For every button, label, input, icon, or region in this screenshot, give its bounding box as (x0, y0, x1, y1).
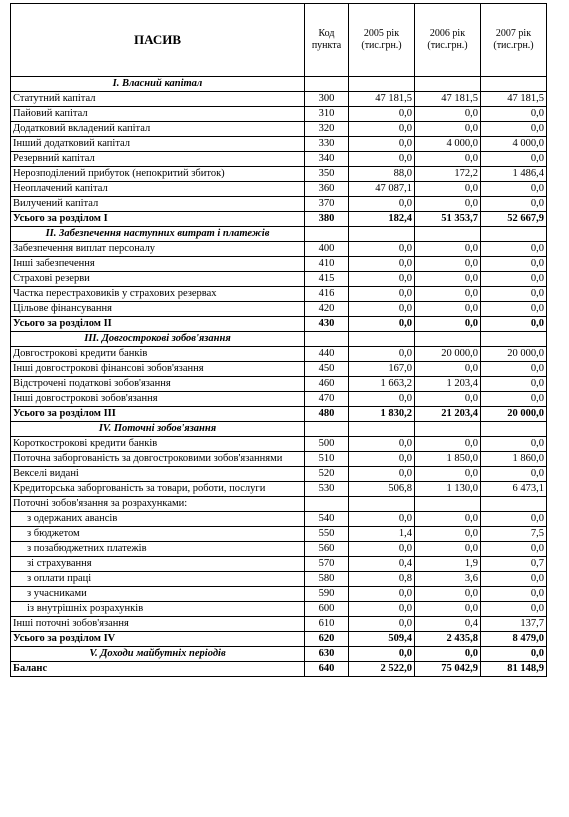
row-code: 370 (305, 197, 349, 212)
row-2005: 0,8 (349, 572, 415, 587)
row-2006 (415, 497, 481, 512)
row-2005: 0,0 (349, 302, 415, 317)
row-2007: 0,0 (481, 122, 547, 137)
row-label: Забезпечення виплат персоналу (11, 242, 305, 257)
table-row (11, 497, 547, 512)
row-2007: 6 473,1 (481, 482, 547, 497)
row-label: з одержаних авансів (11, 512, 305, 527)
row-2007: 47 181,5 (481, 92, 547, 107)
row-2005: 0,0 (349, 137, 415, 152)
row-code: 640 (305, 662, 349, 677)
row-2007: 8 479,0 (481, 632, 547, 647)
row-2006: 0,0 (415, 587, 481, 602)
row-2007: 0,0 (481, 287, 547, 302)
row-label: Неоплачений капітал (11, 182, 305, 197)
table-row (11, 527, 547, 542)
row-2007: 7,5 (481, 527, 547, 542)
row-2006: 0,0 (415, 122, 481, 137)
row-2006: 0,0 (415, 467, 481, 482)
total-row (11, 647, 547, 662)
row-2006: 0,0 (415, 272, 481, 287)
section-title: III. Довгострокові зобов'язання (11, 332, 305, 347)
row-label: Додатковий вкладений капітал (11, 122, 305, 137)
table-row (11, 377, 547, 392)
row-label: Усього за розділом III (11, 407, 305, 422)
row-2005: 0,0 (349, 542, 415, 557)
row-label: Інший додатковий капітал (11, 137, 305, 152)
row-2007: 0,0 (481, 107, 547, 122)
row-2007: 20 000,0 (481, 347, 547, 362)
row-2006: 0,0 (415, 287, 481, 302)
row-label: Інші довгострокові фінансові зобов'язання (11, 362, 305, 377)
row-2006: 0,0 (415, 647, 481, 662)
row-2007: 0,0 (481, 362, 547, 377)
row-2005: 1,4 (349, 527, 415, 542)
row-2006: 0,0 (415, 542, 481, 557)
row-2006: 3,6 (415, 572, 481, 587)
row-label: Нерозподілений прибуток (непокритий збиток) (11, 167, 305, 182)
header-2005: 2005 рік (тис.грн.) (349, 4, 415, 77)
row-2005: 0,0 (349, 437, 415, 452)
row-2007: 0,0 (481, 512, 547, 527)
row-2006: 47 181,5 (415, 92, 481, 107)
table-row (11, 602, 547, 617)
row-2005: 0,0 (349, 257, 415, 272)
row-label: Векселі видані (11, 467, 305, 482)
row-code: 480 (305, 407, 349, 422)
row-code (305, 497, 349, 512)
row-code: 460 (305, 377, 349, 392)
row-2005: 182,4 (349, 212, 415, 227)
row-code: 330 (305, 137, 349, 152)
table-row (11, 557, 547, 572)
row-2007: 0,0 (481, 437, 547, 452)
row-2006: 1,9 (415, 557, 481, 572)
row-2006: 0,0 (415, 302, 481, 317)
table-row (11, 572, 547, 587)
row-label: із внутрішніх розрахунків (11, 602, 305, 617)
table-row (11, 587, 547, 602)
row-2007: 0,0 (481, 377, 547, 392)
row-code: 550 (305, 527, 349, 542)
table-row (11, 122, 547, 137)
row-2005: 0,0 (349, 242, 415, 257)
row-label: Інші поточні зобов'язання (11, 617, 305, 632)
row-label: Баланс (11, 662, 305, 677)
row-2007 (481, 497, 547, 512)
row-2005: 0,4 (349, 557, 415, 572)
section-title: II. Забезпечення наступних витрат і платежів (11, 227, 305, 242)
row-label: Статутний капітал (11, 92, 305, 107)
row-2006: 0,0 (415, 152, 481, 167)
row-2006: 0,0 (415, 242, 481, 257)
row-2007: 20 000,0 (481, 407, 547, 422)
row-2005: 47 181,5 (349, 92, 415, 107)
header-title: ПАСИВ (11, 4, 305, 77)
row-code: 360 (305, 182, 349, 197)
row-label: Кредиторська заборгованість за товари, роботи, послуги (11, 482, 305, 497)
row-2005: 167,0 (349, 362, 415, 377)
row-label: Усього за розділом II (11, 317, 305, 332)
row-2006: 2 435,8 (415, 632, 481, 647)
row-2006: 0,0 (415, 527, 481, 542)
row-2007: 0,0 (481, 272, 547, 287)
table-row (11, 167, 547, 182)
row-2006: 21 203,4 (415, 407, 481, 422)
row-code: 340 (305, 152, 349, 167)
row-2007: 0,0 (481, 242, 547, 257)
row-code: 510 (305, 452, 349, 467)
row-2005: 0,0 (349, 647, 415, 662)
row-code: 416 (305, 287, 349, 302)
total-row (11, 632, 547, 647)
row-2007: 0,7 (481, 557, 547, 572)
row-2005: 1 663,2 (349, 377, 415, 392)
row-2007: 137,7 (481, 617, 547, 632)
row-code: 430 (305, 317, 349, 332)
row-2006: 4 000,0 (415, 137, 481, 152)
row-2005: 0,0 (349, 107, 415, 122)
row-code: 410 (305, 257, 349, 272)
table-row (11, 272, 547, 287)
row-2006: 0,0 (415, 392, 481, 407)
row-label: Страхові резерви (11, 272, 305, 287)
row-label: з оплати праці (11, 572, 305, 587)
row-label: з бюджетом (11, 527, 305, 542)
row-2007: 0,0 (481, 317, 547, 332)
row-2005: 506,8 (349, 482, 415, 497)
row-2006: 0,4 (415, 617, 481, 632)
row-2007: 0,0 (481, 572, 547, 587)
header-2007: 2007 рік (тис.грн.) (481, 4, 547, 77)
table-row (11, 362, 547, 377)
header-2006: 2006 рік (тис.грн.) (415, 4, 481, 77)
row-2005: 0,0 (349, 452, 415, 467)
section-title: I. Власний капітал (11, 77, 305, 92)
row-label: зі страхування (11, 557, 305, 572)
row-label: Короткострокові кредити банків (11, 437, 305, 452)
table-row (11, 182, 547, 197)
row-label: Відстрочені податкові зобов'язання (11, 377, 305, 392)
table-row (11, 152, 547, 167)
row-2007: 52 667,9 (481, 212, 547, 227)
row-2007: 0,0 (481, 152, 547, 167)
row-2005: 47 087,1 (349, 182, 415, 197)
row-2007: 0,0 (481, 467, 547, 482)
row-2005: 509,4 (349, 632, 415, 647)
row-code: 300 (305, 92, 349, 107)
row-2005: 0,0 (349, 602, 415, 617)
row-label: Усього за розділом I (11, 212, 305, 227)
total-row (11, 212, 547, 227)
row-2005: 0,0 (349, 467, 415, 482)
row-2007: 0,0 (481, 602, 547, 617)
row-2006: 1 130,0 (415, 482, 481, 497)
table-row (11, 197, 547, 212)
row-2005: 0,0 (349, 587, 415, 602)
row-2007: 0,0 (481, 257, 547, 272)
row-2006: 51 353,7 (415, 212, 481, 227)
row-code: 400 (305, 242, 349, 257)
row-2005: 2 522,0 (349, 662, 415, 677)
row-label: Довгострокові кредити банків (11, 347, 305, 362)
row-2006: 0,0 (415, 182, 481, 197)
row-code: 530 (305, 482, 349, 497)
row-2006: 0,0 (415, 602, 481, 617)
header-code: Код пункта (305, 4, 349, 77)
row-code: 580 (305, 572, 349, 587)
row-code: 570 (305, 557, 349, 572)
row-code: 450 (305, 362, 349, 377)
row-2007: 0,0 (481, 302, 547, 317)
row-label: Резервний капітал (11, 152, 305, 167)
row-code: 470 (305, 392, 349, 407)
table-row (11, 512, 547, 527)
row-2006: 0,0 (415, 197, 481, 212)
section-title: IV. Поточні зобов'язання (11, 422, 305, 437)
row-code: 380 (305, 212, 349, 227)
row-label: Пайовий капітал (11, 107, 305, 122)
table-row (11, 302, 547, 317)
table-row (11, 137, 547, 152)
row-code: 350 (305, 167, 349, 182)
row-2005: 0,0 (349, 392, 415, 407)
row-label: V. Доходи майбутніх періодів (11, 647, 305, 662)
row-2007: 0,0 (481, 197, 547, 212)
table-row (11, 107, 547, 122)
balance-liabilities-table (10, 3, 547, 677)
row-label: з учасниками (11, 587, 305, 602)
row-code: 540 (305, 512, 349, 527)
row-code: 310 (305, 107, 349, 122)
row-2005: 0,0 (349, 347, 415, 362)
table-row (11, 542, 547, 557)
row-label: Вилучений капітал (11, 197, 305, 212)
row-label: Інші забезпечення (11, 257, 305, 272)
row-code: 560 (305, 542, 349, 557)
row-2005: 0,0 (349, 512, 415, 527)
row-code: 420 (305, 302, 349, 317)
row-label: Поточна заборгованість за довгостроковими зобов'язаннями (11, 452, 305, 467)
row-label: Усього за розділом IV (11, 632, 305, 647)
row-2005: 88,0 (349, 167, 415, 182)
row-2006: 0,0 (415, 512, 481, 527)
row-2005: 0,0 (349, 122, 415, 137)
balance-row (11, 662, 547, 677)
row-2006: 75 042,9 (415, 662, 481, 677)
row-code: 600 (305, 602, 349, 617)
row-2006: 20 000,0 (415, 347, 481, 362)
row-2007: 1 486,4 (481, 167, 547, 182)
header-row (11, 4, 547, 77)
row-2005: 1 830,2 (349, 407, 415, 422)
row-code: 500 (305, 437, 349, 452)
row-2007: 0,0 (481, 647, 547, 662)
table-row (11, 257, 547, 272)
row-code: 630 (305, 647, 349, 662)
row-2006: 0,0 (415, 107, 481, 122)
row-2006: 172,2 (415, 167, 481, 182)
row-2007: 1 860,0 (481, 452, 547, 467)
row-2005: 0,0 (349, 197, 415, 212)
total-row (11, 317, 547, 332)
row-code: 610 (305, 617, 349, 632)
row-code: 520 (305, 467, 349, 482)
table-row (11, 347, 547, 362)
table-row (11, 287, 547, 302)
row-code: 415 (305, 272, 349, 287)
row-2006: 0,0 (415, 437, 481, 452)
row-2005 (349, 497, 415, 512)
row-label: Інші довгострокові зобов'язання (11, 392, 305, 407)
row-label: Поточні зобов'язання за розрахунками: (11, 497, 305, 512)
row-2006: 0,0 (415, 317, 481, 332)
row-2007: 0,0 (481, 542, 547, 557)
row-code: 590 (305, 587, 349, 602)
row-label: з позабюджетних платежів (11, 542, 305, 557)
row-2006: 1 850,0 (415, 452, 481, 467)
table-row (11, 437, 547, 452)
row-2005: 0,0 (349, 617, 415, 632)
table-row (11, 467, 547, 482)
table-row (11, 617, 547, 632)
row-code: 620 (305, 632, 349, 647)
table-row (11, 242, 547, 257)
row-2005: 0,0 (349, 317, 415, 332)
row-label: Цільове фінансування (11, 302, 305, 317)
row-2007: 0,0 (481, 182, 547, 197)
row-label: Частка перестраховиків у страхових резервах (11, 287, 305, 302)
row-2005: 0,0 (349, 272, 415, 287)
row-code: 440 (305, 347, 349, 362)
row-2005: 0,0 (349, 287, 415, 302)
row-2007: 0,0 (481, 587, 547, 602)
row-2006: 0,0 (415, 257, 481, 272)
row-2005: 0,0 (349, 152, 415, 167)
row-2007: 0,0 (481, 392, 547, 407)
table-row (11, 92, 547, 107)
total-row (11, 407, 547, 422)
table-row (11, 452, 547, 467)
table-row (11, 482, 547, 497)
row-2006: 1 203,4 (415, 377, 481, 392)
row-code: 320 (305, 122, 349, 137)
row-2007: 81 148,9 (481, 662, 547, 677)
table-row (11, 392, 547, 407)
row-2006: 0,0 (415, 362, 481, 377)
row-2007: 4 000,0 (481, 137, 547, 152)
